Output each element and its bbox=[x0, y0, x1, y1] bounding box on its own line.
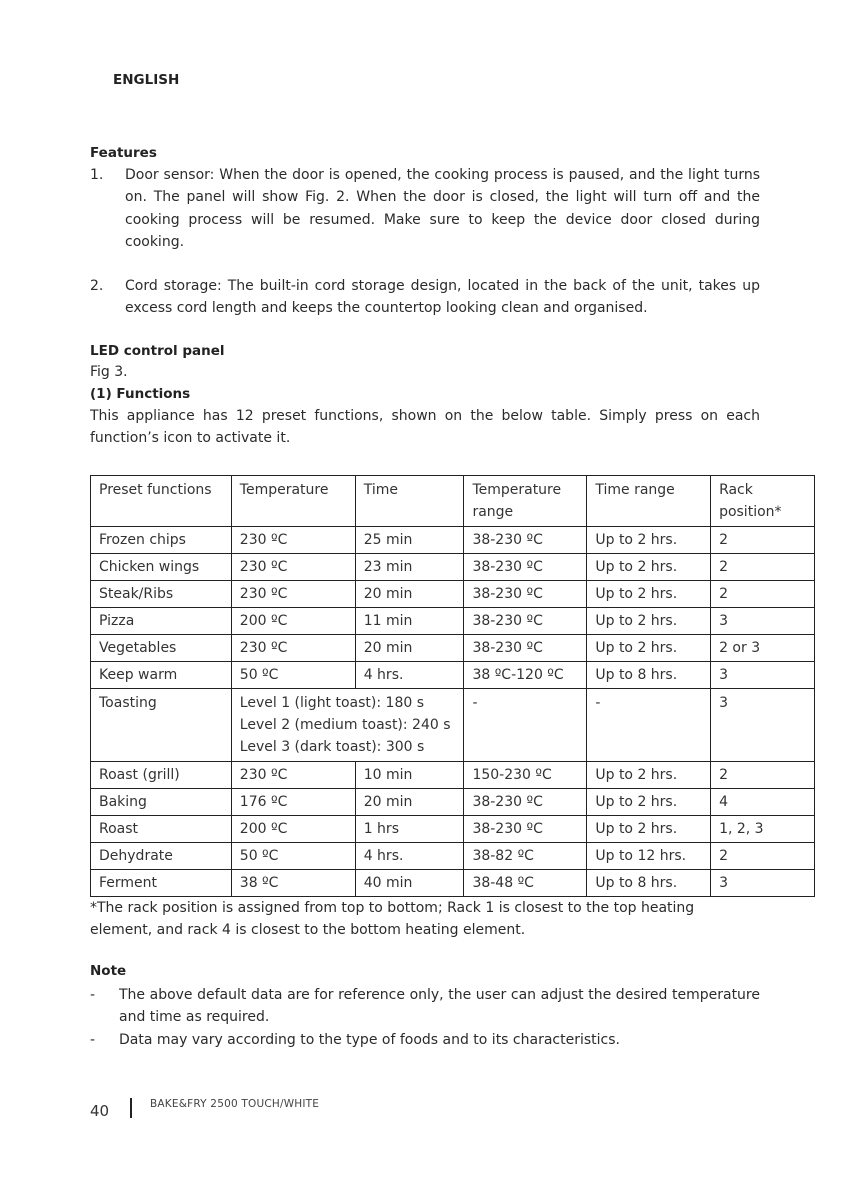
table-cell: Baking bbox=[91, 789, 232, 816]
features-heading: Features bbox=[90, 145, 157, 161]
table-row bbox=[91, 527, 815, 554]
table-row bbox=[91, 635, 815, 662]
table-cell: 4 hrs. bbox=[355, 662, 464, 689]
preset-functions-table bbox=[90, 475, 815, 897]
table-cell: Up to 8 hrs. bbox=[587, 870, 711, 897]
table-cell: 1, 2, 3 bbox=[711, 816, 815, 843]
table-header-cell: Rack position* bbox=[711, 476, 815, 527]
table-cell: 50 ºC bbox=[231, 662, 355, 689]
table-row bbox=[91, 608, 815, 635]
functions-heading: (1) Functions bbox=[90, 386, 191, 402]
table-cell: 38-230 ºC bbox=[464, 816, 587, 843]
table-cell: 38-230 ºC bbox=[464, 527, 587, 554]
product-name: BAKE&FRY 2500 TOUCH/WHITE bbox=[150, 1098, 320, 1110]
table-cell: 38-230 ºC bbox=[464, 581, 587, 608]
table-cell: 2 or 3 bbox=[711, 635, 815, 662]
table-row bbox=[91, 762, 815, 789]
table-cell: 20 min bbox=[355, 635, 464, 662]
table-header-cell: Time range bbox=[587, 476, 711, 527]
table-cell: Up to 2 hrs. bbox=[587, 527, 711, 554]
page-number: 40 bbox=[90, 1102, 110, 1120]
table-cell: 230 ºC bbox=[231, 762, 355, 789]
table-cell: 176 ºC bbox=[231, 789, 355, 816]
table-cell: 150-230 ºC bbox=[464, 762, 587, 789]
table-row-toasting bbox=[91, 689, 815, 762]
table-cell: Dehydrate bbox=[91, 843, 232, 870]
table-row bbox=[91, 870, 815, 897]
note-text: The above default data are for reference only, the user can adjust the desired temperature and time as required. bbox=[119, 987, 760, 1026]
table-cell: Toasting bbox=[91, 689, 232, 762]
table-cell: 38-48 ºC bbox=[464, 870, 587, 897]
table-cell: Roast (grill) bbox=[91, 762, 232, 789]
table-cell: - bbox=[587, 689, 711, 762]
table-cell: Up to 2 hrs. bbox=[587, 816, 711, 843]
table-cell: 38 ºC bbox=[231, 870, 355, 897]
table-cell: Up to 8 hrs. bbox=[587, 662, 711, 689]
toasting-levels-cell bbox=[231, 689, 464, 762]
table-cell: 40 min bbox=[355, 870, 464, 897]
table-cell: 10 min bbox=[355, 762, 464, 789]
table-cell: 4 bbox=[711, 789, 815, 816]
note-heading: Note bbox=[90, 963, 127, 979]
table-cell: Up to 2 hrs. bbox=[587, 581, 711, 608]
table-cell: 2 bbox=[711, 762, 815, 789]
table-cell: Vegetables bbox=[91, 635, 232, 662]
table-header-cell: Temperature bbox=[231, 476, 355, 527]
table-row bbox=[91, 581, 815, 608]
table-cell: 230 ºC bbox=[231, 581, 355, 608]
table-cell: 230 ºC bbox=[231, 527, 355, 554]
note-item bbox=[90, 984, 760, 1029]
table-cell: 200 ºC bbox=[231, 816, 355, 843]
table-cell: Pizza bbox=[91, 608, 232, 635]
note-text: Data may vary according to the type of foods and to its characteristics. bbox=[119, 1031, 620, 1048]
table-cell: Steak/Ribs bbox=[91, 581, 232, 608]
table-cell: 38-230 ºC bbox=[464, 554, 587, 581]
table-cell: Up to 2 hrs. bbox=[587, 762, 711, 789]
table-cell: 38-230 ºC bbox=[464, 789, 587, 816]
table-cell: 230 ºC bbox=[231, 554, 355, 581]
figure-reference: Fig 3. bbox=[90, 364, 128, 380]
table-cell: 3 bbox=[711, 689, 815, 762]
footer-divider bbox=[130, 1098, 132, 1118]
feature-item-2-text: Cord storage: The built-in cord storage design, located in the back of the unit, takes up excess cord length and keeps the countertop looking clean and organised. bbox=[125, 278, 760, 317]
feature-item-2 bbox=[90, 275, 760, 320]
table-cell: 2 bbox=[711, 581, 815, 608]
table-cell: 3 bbox=[711, 662, 815, 689]
table-cell: Up to 2 hrs. bbox=[587, 635, 711, 662]
table-cell: 2 bbox=[711, 554, 815, 581]
table-cell: 25 min bbox=[355, 527, 464, 554]
table-row bbox=[91, 789, 815, 816]
toasting-level: Level 3 (dark toast): 300 s bbox=[239, 739, 425, 755]
table-cell: 3 bbox=[711, 608, 815, 635]
toasting-level: Level 2 (medium toast): 240 s bbox=[239, 717, 451, 733]
table-header-cell: Time bbox=[355, 476, 464, 527]
table-row bbox=[91, 843, 815, 870]
led-panel-heading: LED control panel bbox=[90, 343, 225, 359]
table-cell: 230 ºC bbox=[231, 635, 355, 662]
table-cell: Up to 12 hrs. bbox=[587, 843, 711, 870]
table-cell: 38-230 ºC bbox=[464, 608, 587, 635]
table-cell: 2 bbox=[711, 843, 815, 870]
toasting-level: Level 1 (light toast): 180 s bbox=[239, 695, 425, 711]
feature-item-1-text: Door sensor: When the door is opened, the cooking process is paused, and the light turns on. The panel will show Fig. 2. When the door is closed, the light will turn off and the cooking process will be resumed. Make sure to keep the device door closed during cooking. bbox=[125, 167, 760, 250]
note-list bbox=[90, 984, 760, 1051]
table-cell: 38 ºC-120 ºC bbox=[464, 662, 587, 689]
feature-item-2-number: 2. bbox=[90, 278, 104, 294]
table-cell: 11 min bbox=[355, 608, 464, 635]
table-cell: 2 bbox=[711, 527, 815, 554]
table-cell: 1 hrs bbox=[355, 816, 464, 843]
table-cell: 50 ºC bbox=[231, 843, 355, 870]
language-header: ENGLISH bbox=[113, 72, 180, 88]
table-cell: Frozen chips bbox=[91, 527, 232, 554]
table-cell: Roast bbox=[91, 816, 232, 843]
note-dash: - bbox=[90, 987, 96, 1003]
table-cell: Chicken wings bbox=[91, 554, 232, 581]
table-cell: 38-230 ºC bbox=[464, 635, 587, 662]
table-cell: Keep warm bbox=[91, 662, 232, 689]
table-row bbox=[91, 554, 815, 581]
rack-footnote: *The rack position is assigned from top to bottom; Rack 1 is closest to the top heating element, and rack 4 is closest to the bottom heating element. bbox=[90, 900, 695, 938]
table-cell: 20 min bbox=[355, 789, 464, 816]
table-cell: 3 bbox=[711, 870, 815, 897]
table-cell: 4 hrs. bbox=[355, 843, 464, 870]
table-cell: 20 min bbox=[355, 581, 464, 608]
note-dash: - bbox=[90, 1031, 96, 1048]
table-cell: 200 ºC bbox=[231, 608, 355, 635]
table-cell: Ferment bbox=[91, 870, 232, 897]
table-cell: Up to 2 hrs. bbox=[587, 789, 711, 816]
table-cell: 38-82 ºC bbox=[464, 843, 587, 870]
table-cell: Up to 2 hrs. bbox=[587, 554, 711, 581]
feature-item-1-number: 1. bbox=[90, 167, 104, 183]
table-cell: - bbox=[464, 689, 587, 762]
note-item bbox=[90, 1029, 760, 1051]
table-header-row bbox=[91, 476, 815, 527]
functions-intro: This appliance has 12 preset functions, shown on the below table. Simply press on each function’s icon to activate it. bbox=[90, 408, 760, 447]
table-header-cell: Preset functions bbox=[91, 476, 232, 527]
table-header-cell: Temperature range bbox=[464, 476, 587, 527]
table-cell: 23 min bbox=[355, 554, 464, 581]
table-cell: Up to 2 hrs. bbox=[587, 608, 711, 635]
feature-item-1 bbox=[90, 164, 760, 253]
table-row bbox=[91, 662, 815, 689]
table-row bbox=[91, 816, 815, 843]
